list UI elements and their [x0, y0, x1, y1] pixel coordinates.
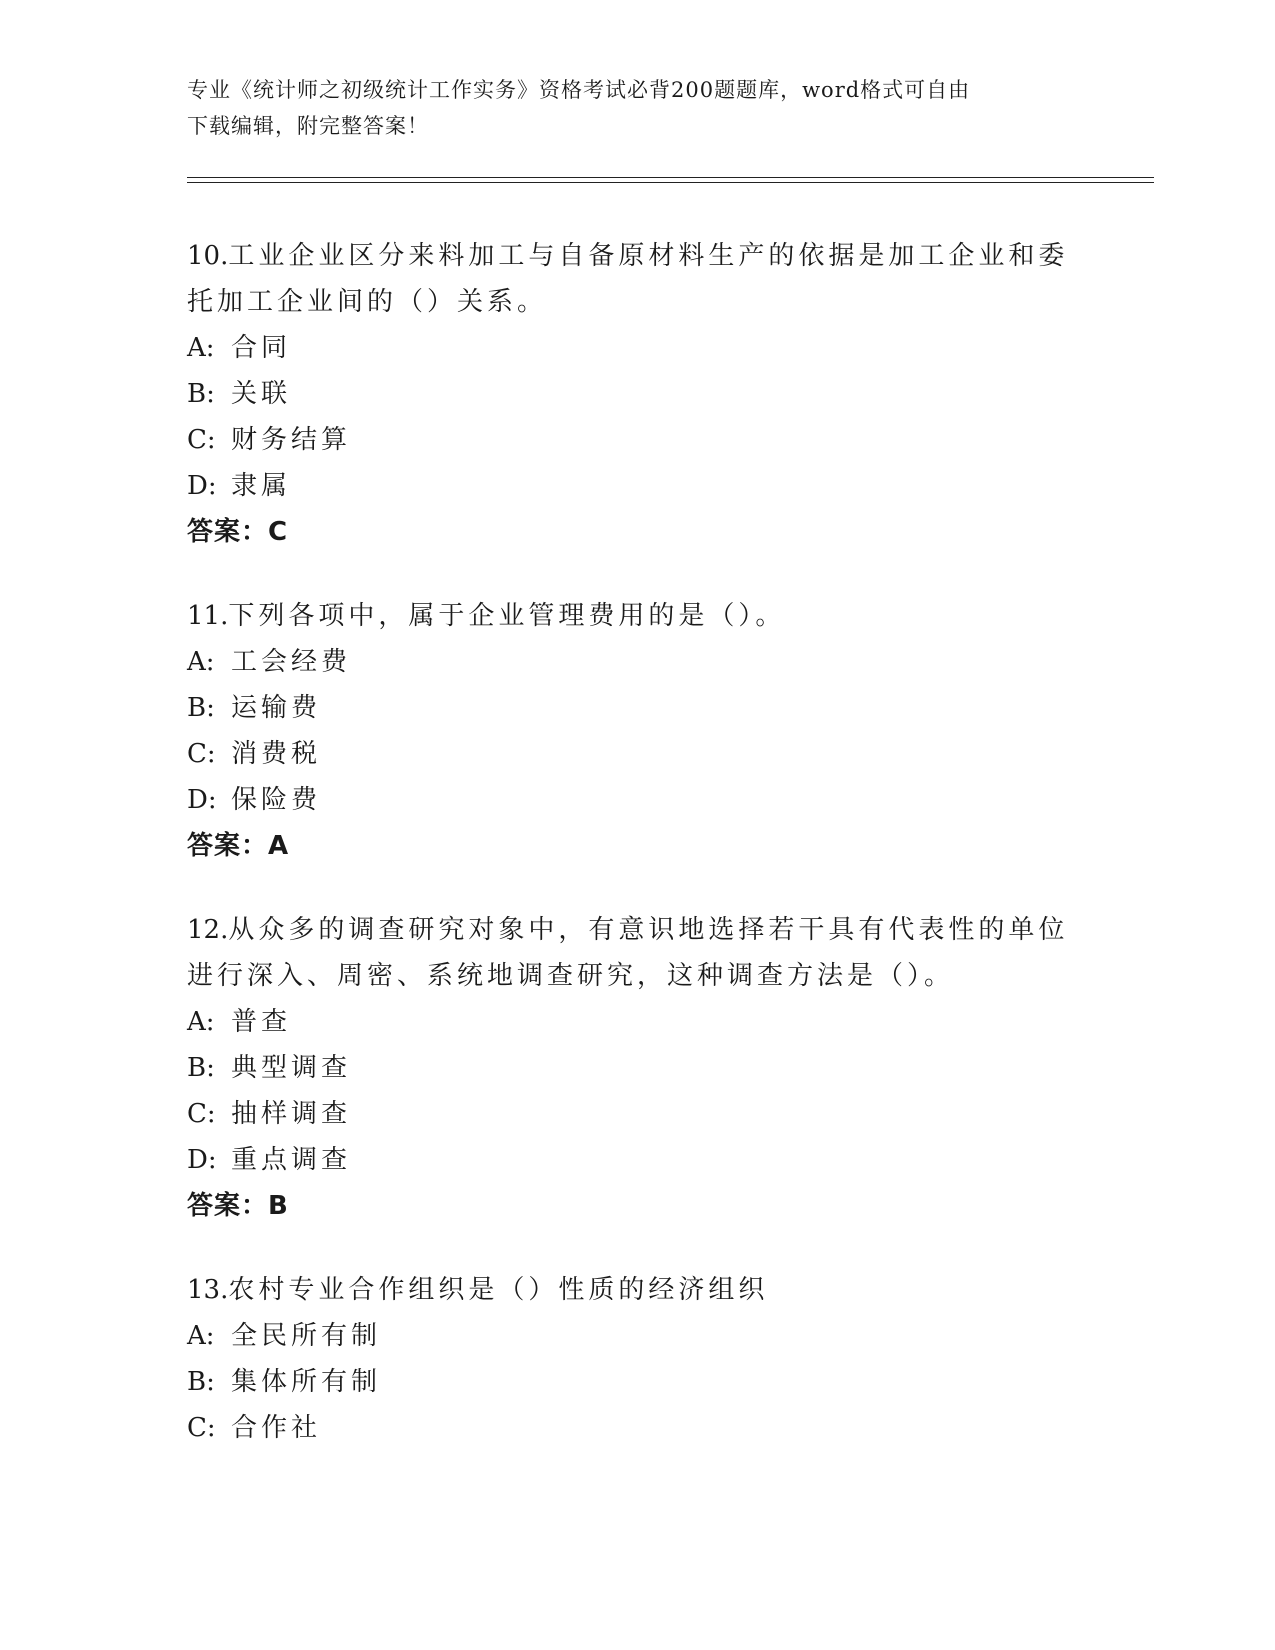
header-line-1: 专业《统计师之初级统计工作实务》资格考试必背200题题库，word格式可自由 [187, 78, 971, 102]
option-key: A: [187, 1321, 215, 1351]
option-b [187, 371, 1087, 417]
option-text: 重点调查 [231, 1145, 352, 1175]
option-text: 典型调查 [231, 1053, 352, 1083]
option-c [187, 731, 1087, 777]
header-line-2: 下载编辑，附完整答案！ [187, 114, 429, 138]
option-text: 运输费 [231, 693, 322, 723]
option-text: 消费税 [231, 739, 322, 769]
option-text: 工会经费 [231, 647, 352, 677]
question-list [187, 233, 1087, 1489]
option-key: C: [187, 1099, 216, 1129]
option-key: D: [187, 785, 217, 815]
option-key: C: [187, 425, 216, 455]
question-body: 下列各项中，属于企业管理费用的是（）。 [228, 601, 786, 631]
answer-line: 答案：A [187, 831, 290, 861]
question-number: 10. [187, 241, 229, 271]
question-number: 11. [187, 601, 229, 631]
option-text: 集体所有制 [231, 1367, 382, 1397]
option-key: A: [187, 333, 215, 363]
option-a [187, 999, 1087, 1045]
question-body: 农村专业合作组织是（）性质的经济组织 [228, 1275, 769, 1305]
question-text [187, 907, 1087, 999]
question-text [187, 1267, 1087, 1313]
option-c [187, 1405, 1087, 1451]
option-key: B: [187, 379, 215, 409]
option-b [187, 1359, 1087, 1405]
question-number: 13. [187, 1275, 229, 1305]
option-text: 保险费 [231, 785, 322, 815]
option-text: 全民所有制 [231, 1321, 382, 1351]
question-text [187, 593, 1087, 639]
option-d [187, 463, 1087, 509]
header-divider-bottom [187, 182, 1154, 183]
option-text: 隶属 [231, 471, 292, 501]
question-text [187, 233, 1087, 325]
option-key: B: [187, 1367, 215, 1397]
option-a [187, 325, 1087, 371]
option-text: 合作社 [231, 1413, 322, 1443]
option-key: D: [187, 1145, 217, 1175]
question-10 [187, 233, 1087, 555]
option-key: B: [187, 693, 215, 723]
option-a [187, 639, 1087, 685]
option-key: C: [187, 1413, 216, 1443]
option-b [187, 685, 1087, 731]
option-b [187, 1045, 1087, 1091]
question-11 [187, 593, 1087, 869]
option-c [187, 417, 1087, 463]
option-key: A: [187, 647, 215, 677]
answer-line: 答案：C [187, 517, 289, 547]
question-13 [187, 1267, 1087, 1451]
option-key: B: [187, 1053, 215, 1083]
option-a [187, 1313, 1087, 1359]
option-d [187, 777, 1087, 823]
option-text: 财务结算 [231, 425, 352, 455]
answer-line: 答案：B [187, 1191, 289, 1221]
question-body: 从众多的调查研究对象中，有意识地选择若干具有代表性的单位进行深入、周密、系统地调查研究，这种调查方法是（）。 [187, 915, 1069, 991]
header-divider-top [187, 177, 1154, 178]
question-body: 工业企业区分来料加工与自备原材料生产的依据是加工企业和委托加工企业间的（）关系。 [187, 241, 1069, 317]
question-12 [187, 907, 1087, 1229]
option-key: A: [187, 1007, 215, 1037]
option-c [187, 1091, 1087, 1137]
option-key: C: [187, 739, 216, 769]
option-text: 合同 [231, 333, 292, 363]
document-header [187, 72, 1067, 144]
option-d [187, 1137, 1087, 1183]
option-text: 关联 [231, 379, 292, 409]
option-text: 普查 [231, 1007, 292, 1037]
option-text: 抽样调查 [231, 1099, 352, 1129]
question-number: 12. [187, 915, 229, 945]
option-key: D: [187, 471, 217, 501]
